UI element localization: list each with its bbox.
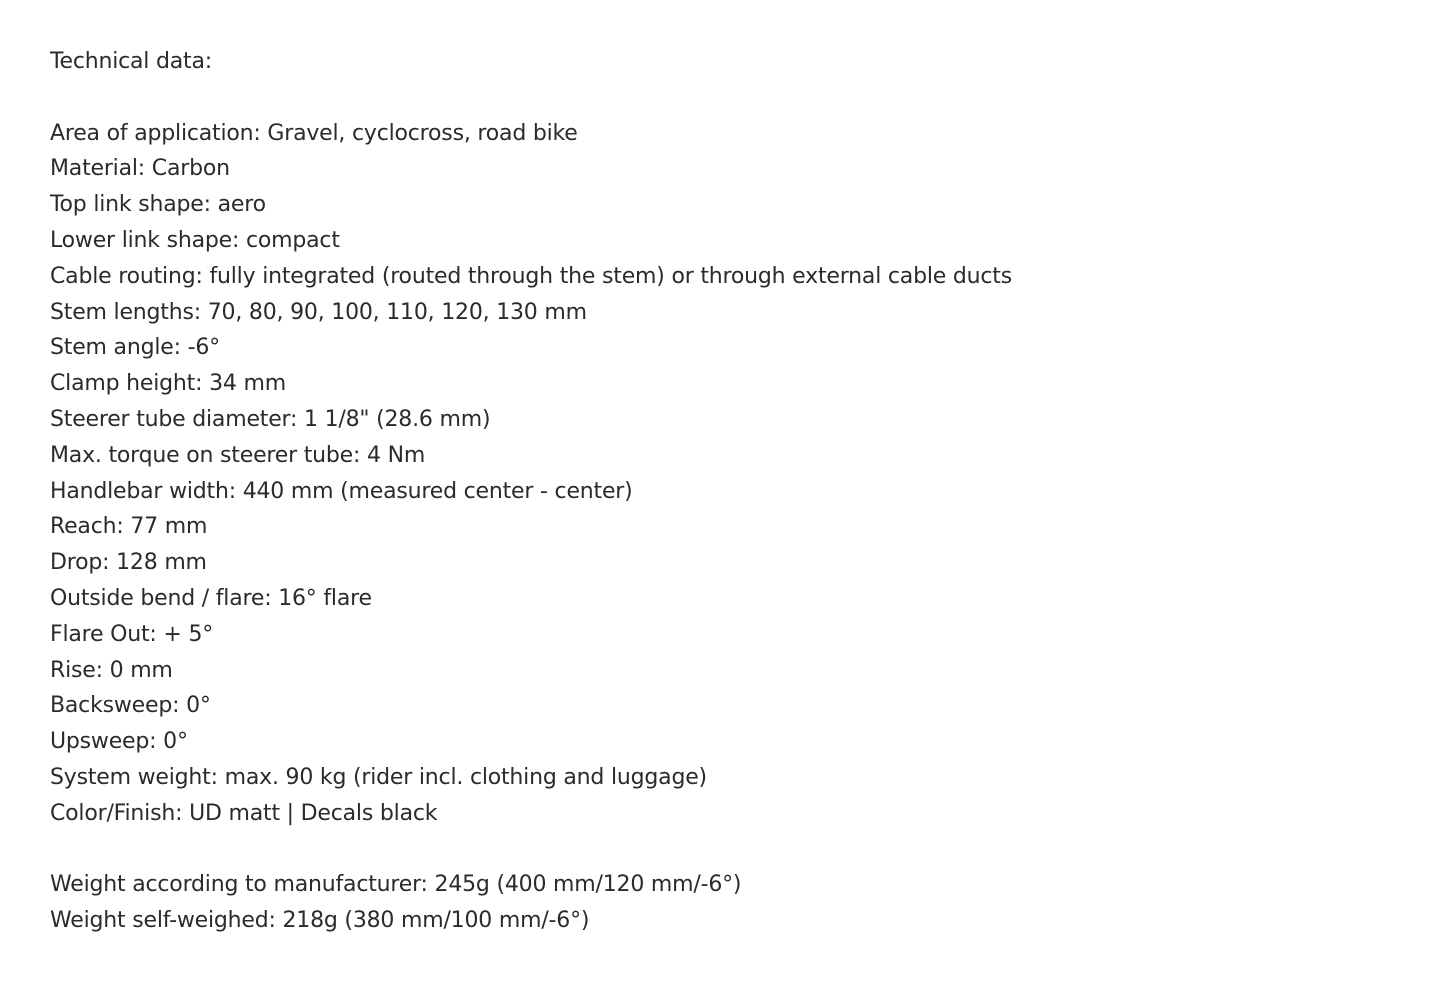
section-heading: Technical data: xyxy=(50,49,212,74)
spec-system-weight: System weight: max. 90 kg (rider incl. clothing and luggage) xyxy=(50,764,707,790)
spec-stem-lengths: Stem lengths: 70, 80, 90, 100, 110, 120, 130 mm xyxy=(50,299,587,325)
spec-lower-link-shape: Lower link shape: compact xyxy=(50,227,340,253)
blank-line xyxy=(50,80,1410,116)
spec-handlebar-width: Handlebar width: 440 mm (measured center - center) xyxy=(50,478,633,504)
weight-manufacturer: Weight according to manufacturer: 245g (400 mm/120 mm/-6°) xyxy=(50,872,742,898)
spec-rise: Rise: 0 mm xyxy=(50,657,173,683)
spec-stem-angle: Stem angle: -6° xyxy=(50,335,220,361)
spec-area-of-application: Area of application: Gravel, cyclocross, road bike xyxy=(50,120,578,146)
spec-max-torque: Max. torque on steerer tube: 4 Nm xyxy=(50,442,426,468)
spec-list xyxy=(50,116,1410,832)
blank-line xyxy=(50,832,1410,868)
technical-data-document xyxy=(50,44,1410,939)
weight-list xyxy=(50,867,1410,939)
spec-cable-routing: Cable routing: fully integrated (routed through the stem) or through external cable ducts xyxy=(50,263,1012,289)
spec-top-link-shape: Top link shape: aero xyxy=(50,192,266,218)
spec-backsweep: Backsweep: 0° xyxy=(50,693,211,719)
spec-flare-out: Flare Out: + 5° xyxy=(50,621,214,647)
spec-upsweep: Upsweep: 0° xyxy=(50,729,188,755)
weight-self-weighed: Weight self-weighed: 218g (380 mm/100 mm/-6°) xyxy=(50,908,590,934)
spec-steerer-tube-diameter: Steerer tube diameter: 1 1/8" (28.6 mm) xyxy=(50,406,491,432)
spec-material: Material: Carbon xyxy=(50,156,230,182)
spec-outside-bend-flare: Outside bend / flare: 16° flare xyxy=(50,585,372,611)
spec-clamp-height: Clamp height: 34 mm xyxy=(50,371,286,397)
spec-reach: Reach: 77 mm xyxy=(50,514,208,540)
spec-color-finish: Color/Finish: UD matt | Decals black xyxy=(50,800,438,826)
spec-drop: Drop: 128 mm xyxy=(50,550,207,576)
